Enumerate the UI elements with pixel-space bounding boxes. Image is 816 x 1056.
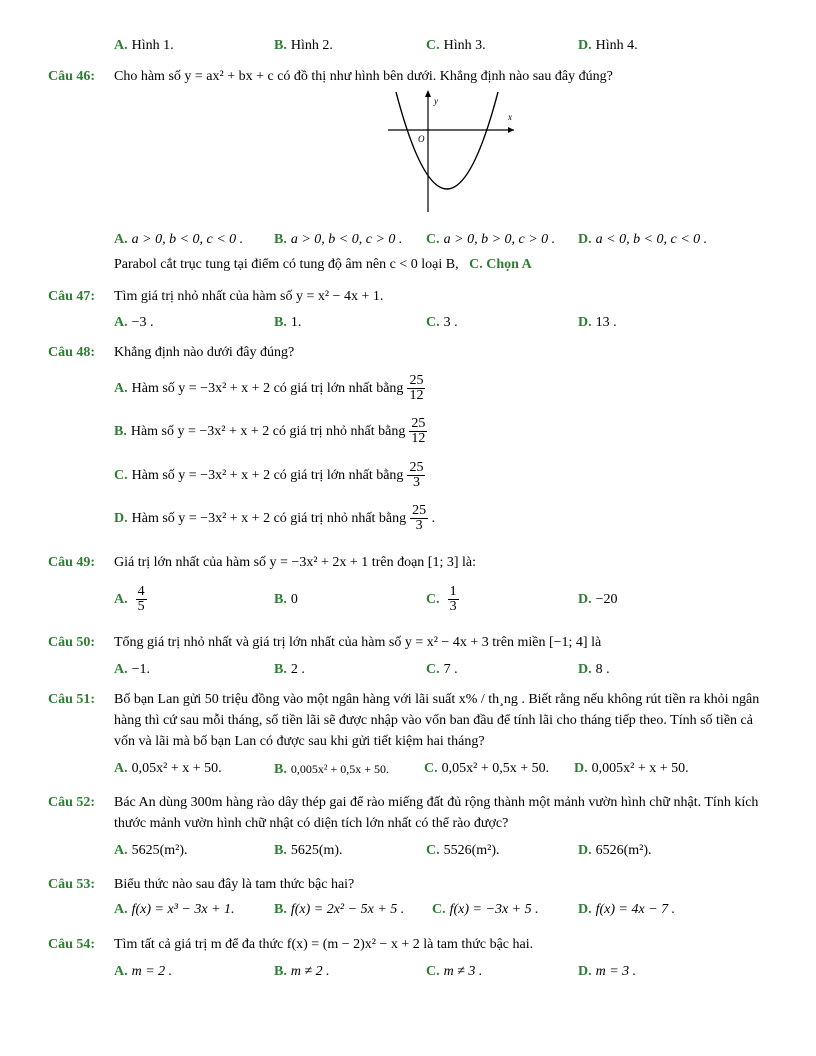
q53-option-b: B. f(x) = 2x² − 5x + 5 . [274, 902, 405, 917]
q47-question [0, 286, 816, 308]
q48-question [0, 342, 816, 364]
q51-text: Bố bạn Lan gửi 50 triệu đồng vào một ngân hàng với lãi suất x% / th¸ng . Biết rằng nếu không rút tiền ra khỏi ngân hàng thì cứ sau mỗi tháng, số tiền lãi sẽ được nhập vào vốn ban đầu để tính lãi cho tháng tiếp theo. Tính số tiền cả vốn và lãi mà bố bạn Lan có được sau khi gửi tiết kiệm hai tháng? [114, 692, 760, 749]
q46-note: Parabol cắt trục tung tại điểm có tung độ âm nên c < 0 loại B, [114, 257, 459, 272]
q48-text: Khẳng định nào dưới đây đúng? [114, 345, 295, 360]
q50-number: Câu 50: [48, 635, 96, 650]
q48-c-fraction: $\frac{25}{3}$ [409, 460, 424, 491]
q49-option-b: B. 0 [274, 592, 298, 607]
q52-text: Bác An dùng 300m hàng rào dây thép gai để rào miếng đất đủ rộng thành một mảnh vườn hình chữ nhật. Tính kích thước mảnh vườn hình chữ nhật có diện tích lớn nhất có thể rào được? [114, 795, 759, 831]
q51-option-b: B. 0,005x² + 0,5x + 50. [274, 762, 389, 777]
q50-option-b: B. 2 . [274, 662, 305, 677]
q46-option-b: B. a > 0, b < 0, c > 0 . [274, 232, 403, 247]
q47-number: Câu 47: [48, 289, 96, 304]
q51-option-a: A. 0,05x² + x + 50. [114, 761, 222, 776]
q54-option-d: D. m = 3 . [578, 964, 637, 979]
q46-number: Câu 46: [48, 69, 96, 84]
q46-answer: C. Chọn A [469, 257, 532, 272]
q46-option-a: A. a > 0, b < 0, c < 0 . [114, 232, 244, 247]
q48-a-fraction: $\frac{25}{12}$ [409, 373, 424, 404]
q52-options [0, 840, 816, 862]
q48-d-fraction: $\frac{25}{3}$ [412, 503, 427, 534]
q54-options [0, 961, 816, 983]
q46-text: Cho hàm số y = ax² + bx + c có đồ thị như hình bên dưới. Khẳng định nào sau đây đúng? [114, 69, 613, 84]
q53-option-c: C. f(x) = −3x + 5 . [432, 902, 539, 917]
q53-options [0, 899, 816, 921]
x-axis-arrow [508, 127, 514, 133]
q52-option-d: D. 6526(m²). [578, 843, 652, 858]
q53-question [0, 874, 816, 896]
q52-option-c: C. 5526(m²). [426, 843, 500, 858]
q50-text: Tổng giá trị nhỏ nhất và giá trị lớn nhất của hàm số y = x² − 4x + 3 trên miền [−1; 4] là [114, 635, 602, 650]
parabola-curve [396, 92, 498, 189]
q54-option-a: A. m = 2 . [114, 964, 173, 979]
q46-solution [0, 254, 816, 276]
q47-option-b: B. 1. [274, 315, 302, 330]
q48-option-b: B. Hàm số y = −3x² + x + 2 có giá trị nhỏ nhất bằng $\frac{25}{12}$ [114, 416, 426, 447]
q50-option-c: C. 7 . [426, 662, 458, 677]
q48-number: Câu 48: [48, 345, 96, 360]
q47-option-a: A. −3 . [114, 315, 154, 330]
y-axis-label: y [434, 96, 438, 106]
q45-option-b: B. Hình 2. [274, 38, 333, 53]
q48-b-fraction: $\frac{25}{12}$ [411, 416, 426, 447]
q47-options [0, 312, 816, 334]
q50-options [0, 659, 816, 681]
q45-option-a: A. Hình 1. [114, 38, 174, 53]
q45-options [0, 35, 816, 57]
q49-text: Giá trị lớn nhất của hàm số y = −3x² + 2x + 1 trên đoạn [1; 3] là: [114, 555, 476, 570]
q45-option-c: C. Hình 3. [426, 38, 486, 53]
q54-number: Câu 54: [48, 937, 96, 952]
q53-option-d: D. f(x) = 4x − 7 . [578, 902, 676, 917]
q48-option-c: C. Hàm số y = −3x² + x + 2 có giá trị lớn nhất bằng $\frac{25}{3}$ [114, 460, 424, 491]
x-axis-label: x [508, 112, 512, 122]
q49-option-a: A. $\frac{4}{5}$ [114, 584, 145, 615]
q51-options [0, 758, 816, 780]
q49-option-c: C. $\frac{1}{3}$ [426, 584, 457, 615]
q52-number: Câu 52: [48, 795, 96, 810]
q49-option-d: D. −20 [578, 592, 618, 607]
q49-question [0, 552, 816, 574]
q47-option-c: C. 3 . [426, 315, 458, 330]
q51-number: Câu 51: [48, 692, 96, 707]
q51-option-d: D. 0,005x² + x + 50. [574, 761, 689, 776]
q54-option-b: B. m ≠ 2 . [274, 964, 330, 979]
q52-option-a: A. 5625(m²). [114, 843, 188, 858]
q51-question [0, 689, 816, 755]
q46-options [0, 229, 816, 251]
q53-option-a: A. f(x) = x³ − 3x + 1. [114, 902, 235, 917]
q52-question [0, 792, 816, 836]
y-axis-arrow [425, 90, 431, 97]
q50-question [0, 632, 816, 654]
q48-option-a: A. Hàm số y = −3x² + x + 2 có giá trị lớn nhất bằng $\frac{25}{12}$ [114, 373, 424, 404]
q49-number: Câu 49: [48, 555, 96, 570]
q50-option-d: D. 8 . [578, 662, 610, 677]
q53-number: Câu 53: [48, 877, 96, 892]
q54-text: Tìm tất cả giá trị m để đa thức f(x) = (m − 2)x² − x + 2 là tam thức bậc hai. [114, 937, 534, 952]
q45-option-d: D. Hình 4. [578, 38, 638, 53]
q47-text: Tìm giá trị nhỏ nhất của hàm số y = x² − 4x + 1. [114, 289, 384, 304]
q49-options [0, 582, 816, 618]
q54-question [0, 934, 816, 956]
q46-option-c: C. a > 0, b > 0, c > 0 . [426, 232, 556, 247]
q47-option-d: D. 13 . [578, 315, 617, 330]
parabola-graph [388, 88, 520, 214]
q48-option-d: D. Hàm số y = −3x² + x + 2 có giá trị nhỏ nhất bằng $\frac{25}{3}$ . [114, 503, 436, 534]
q52-option-b: B. 5625(m). [274, 843, 343, 858]
q46-question [0, 66, 816, 88]
origin-label: O [418, 134, 425, 144]
q46-option-d: D. a < 0, b < 0, c < 0 . [578, 232, 708, 247]
q54-option-c: C. m ≠ 3 . [426, 964, 483, 979]
q51-option-c: C. 0,05x² + 0,5x + 50. [424, 761, 550, 776]
q50-option-a: A. −1. [114, 662, 151, 677]
q53-text: Biểu thức nào sau đây là tam thức bậc hai? [114, 877, 355, 892]
